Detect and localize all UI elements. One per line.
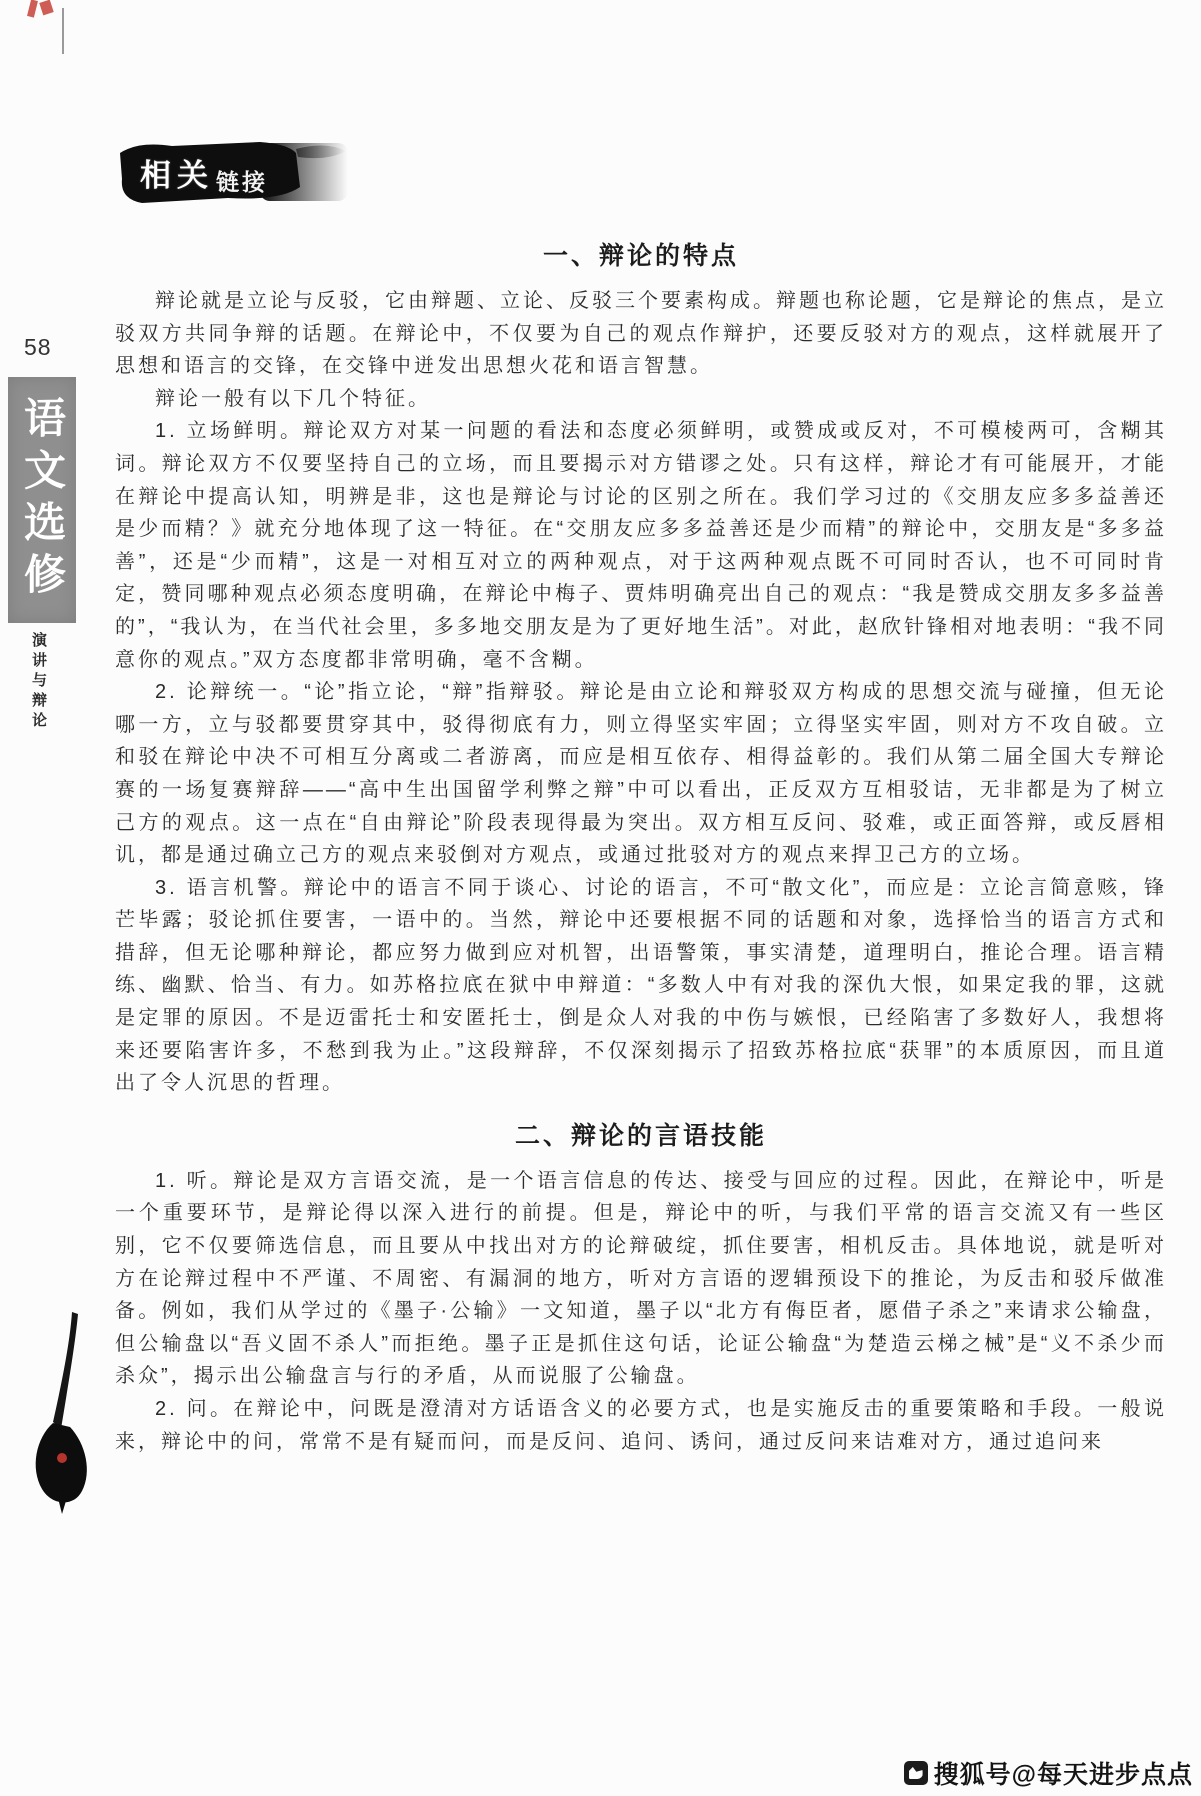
paragraph: 2. 论辩统一。“论”指立论，“辩”指辩驳。辩论是由立论和辩驳双方构成的思想交流与碰撞，但无论哪一方，立与驳都要贯穿其中，驳得彻底有力，则立得坚实牢固；立得坚实牢固，则对方不攻自破。立和驳在辩论中决不可相互分离或二者游离，而应是相互依存、相得益彰的。我们从第二届全国大专辩论赛的一场复赛辩辞——“高中生出国留学利弊之辩”中可以看出，正反双方互相驳诘，无非都是为了树立己方的观点。这一点在“自由辩论”阶段表现得最为突出。双方相互反问、驳难，或正面答辩，或反唇相讥，都是通过确立己方的观点来驳倒对方观点，或通过批驳对方的观点来捍卫己方的立场。: [115, 681, 1167, 867]
page-number: 58: [24, 334, 52, 360]
paragraph: 辩论一般有以下几个特征。: [155, 387, 431, 410]
series-subtitle: 演讲与辩论: [30, 632, 47, 732]
ink-brush-illustration: [20, 1310, 100, 1515]
scan-edge-mark: [62, 8, 64, 54]
series-title: 语文选修: [19, 395, 66, 605]
related-links-badge: [110, 137, 350, 209]
paragraph: 1. 立场鲜明。辩论双方对某一问题的看法和态度必须鲜明，或赞成或反对，不可模棱两可，含糊其词。辩论双方不仅要坚持自己的立场，而且要揭示对方错谬之处。只有这样，辩论才有可能展开，才能在辩论中提高认知，明辨是非，这也是辩论与讨论的区别之所在。我们学习过的《交朋友应多多益善还是少而精？》就充分地体现了这一特征。在“交朋友应多多益善还是少而精”的辩论中，交朋友是“多多益善”，还是“少而精”，这是一对相互对立的两种观点，对于这两种观点既不可同时否认，也不可同时肯定，赞同哪种观点必须态度明确，在辩论中梅子、贾炜明确亮出自己的观点：“我是赞成交朋友多多益善的”，“我认为，在当代社会里，多多地交朋友是为了更好地生活”。对此，赵欣针锋相对地表明：“我不同意你的观点。”双方态度都非常明确，毫不含糊。: [115, 420, 1167, 671]
paragraph: 辩论就是立论与反驳，它由辩题、立论、反驳三个要素构成。辩题也称论题，它是辩论的焦点，是立驳双方共同争辩的话题。在辩论中，不仅要为自己的观点作辩护，还要反驳对方的观点，这样就展开了思想和语言的交锋，在交锋中迸发出思想火花和语言智慧。: [115, 290, 1167, 378]
paragraph: 2. 问。在辩论中，问既是澄清对方话语含义的必要方式，也是实施反击的重要策略和手段。一般说来，辩论中的问，常常不是有疑而问，而是反问、追问、诱问，通过反问来诘难对方，通过追问来: [115, 1398, 1167, 1453]
badge-label-large: 相关: [140, 158, 214, 193]
red-pen-mark: [39, 0, 53, 15]
paragraph: 3. 语言机警。辩论中的语言不同于谈心、讨论的语言，不可“散文化”，而应是：立论言简意赅，锋芒毕露；驳论抓住要害，一语中的。当然，辩论中还要根据不同的话题和对象，选择恰当的语言方式和措辞，但无论哪种辩论，都应努力做到应对机智，出语警策，事实清楚，道理明白，推论合理。语言精练、幽默、恰当、有力。如苏格拉底在狱中申辩道：“多数人中有对我的深仇大恨，如果定我的罪，这就是定罪的原因。不是迈雷托士和安匿托士，倒是众人对我的中伤与嫉恨，已经陷害了多数好人，我想将来还要陷害许多，不愁到我为止。”这段辩辞，不仅深刻揭示了招致苏格拉底“获罪”的本质原因，而且道出了令人沉思的哲理。: [115, 876, 1167, 1095]
red-pen-mark: [27, 0, 38, 18]
main-text-column: [115, 230, 1167, 1458]
section-1-title: 一、辩论的特点: [542, 242, 739, 270]
badge-label-small: 链接: [216, 169, 268, 195]
watermark-text: 搜狐号@每天进步点点: [933, 1761, 1193, 1789]
series-banner: [8, 377, 76, 623]
section-2-title: 二、辩论的言语技能: [514, 1121, 767, 1150]
paragraph: 1. 听。辩论是双方言语交流，是一个语言信息的传达、接受与回应的过程。因此，在辩论中，听是一个重要环节，是辩论得以深入进行的前提。但是，辩论中的听，与我们平常的语言交流又有一些区别，它不仅要筛选信息，而且要从中找出对方的论辩破绽，抓住要害，相机反击。具体地说，就是听对方在论辩过程中不严谨、不周密、有漏洞的地方，听对方言语的逻辑预设下的推论，为反击和驳斥做准备。例如，我们从学过的《墨子·公输》一文知道，墨子以“北方有侮臣者，愿借子杀之”来请求公输盘，但公输盘以“吾义固不杀人”而拒绝。墨子正是抓住这句话，论证公输盘“为楚造云梯之械”是“义不杀少而杀众”，揭示出公输盘言与行的矛盾，从而说服了公输盘。: [115, 1169, 1167, 1388]
sohu-logo-icon: [904, 1761, 928, 1785]
watermark: [904, 1758, 1193, 1788]
